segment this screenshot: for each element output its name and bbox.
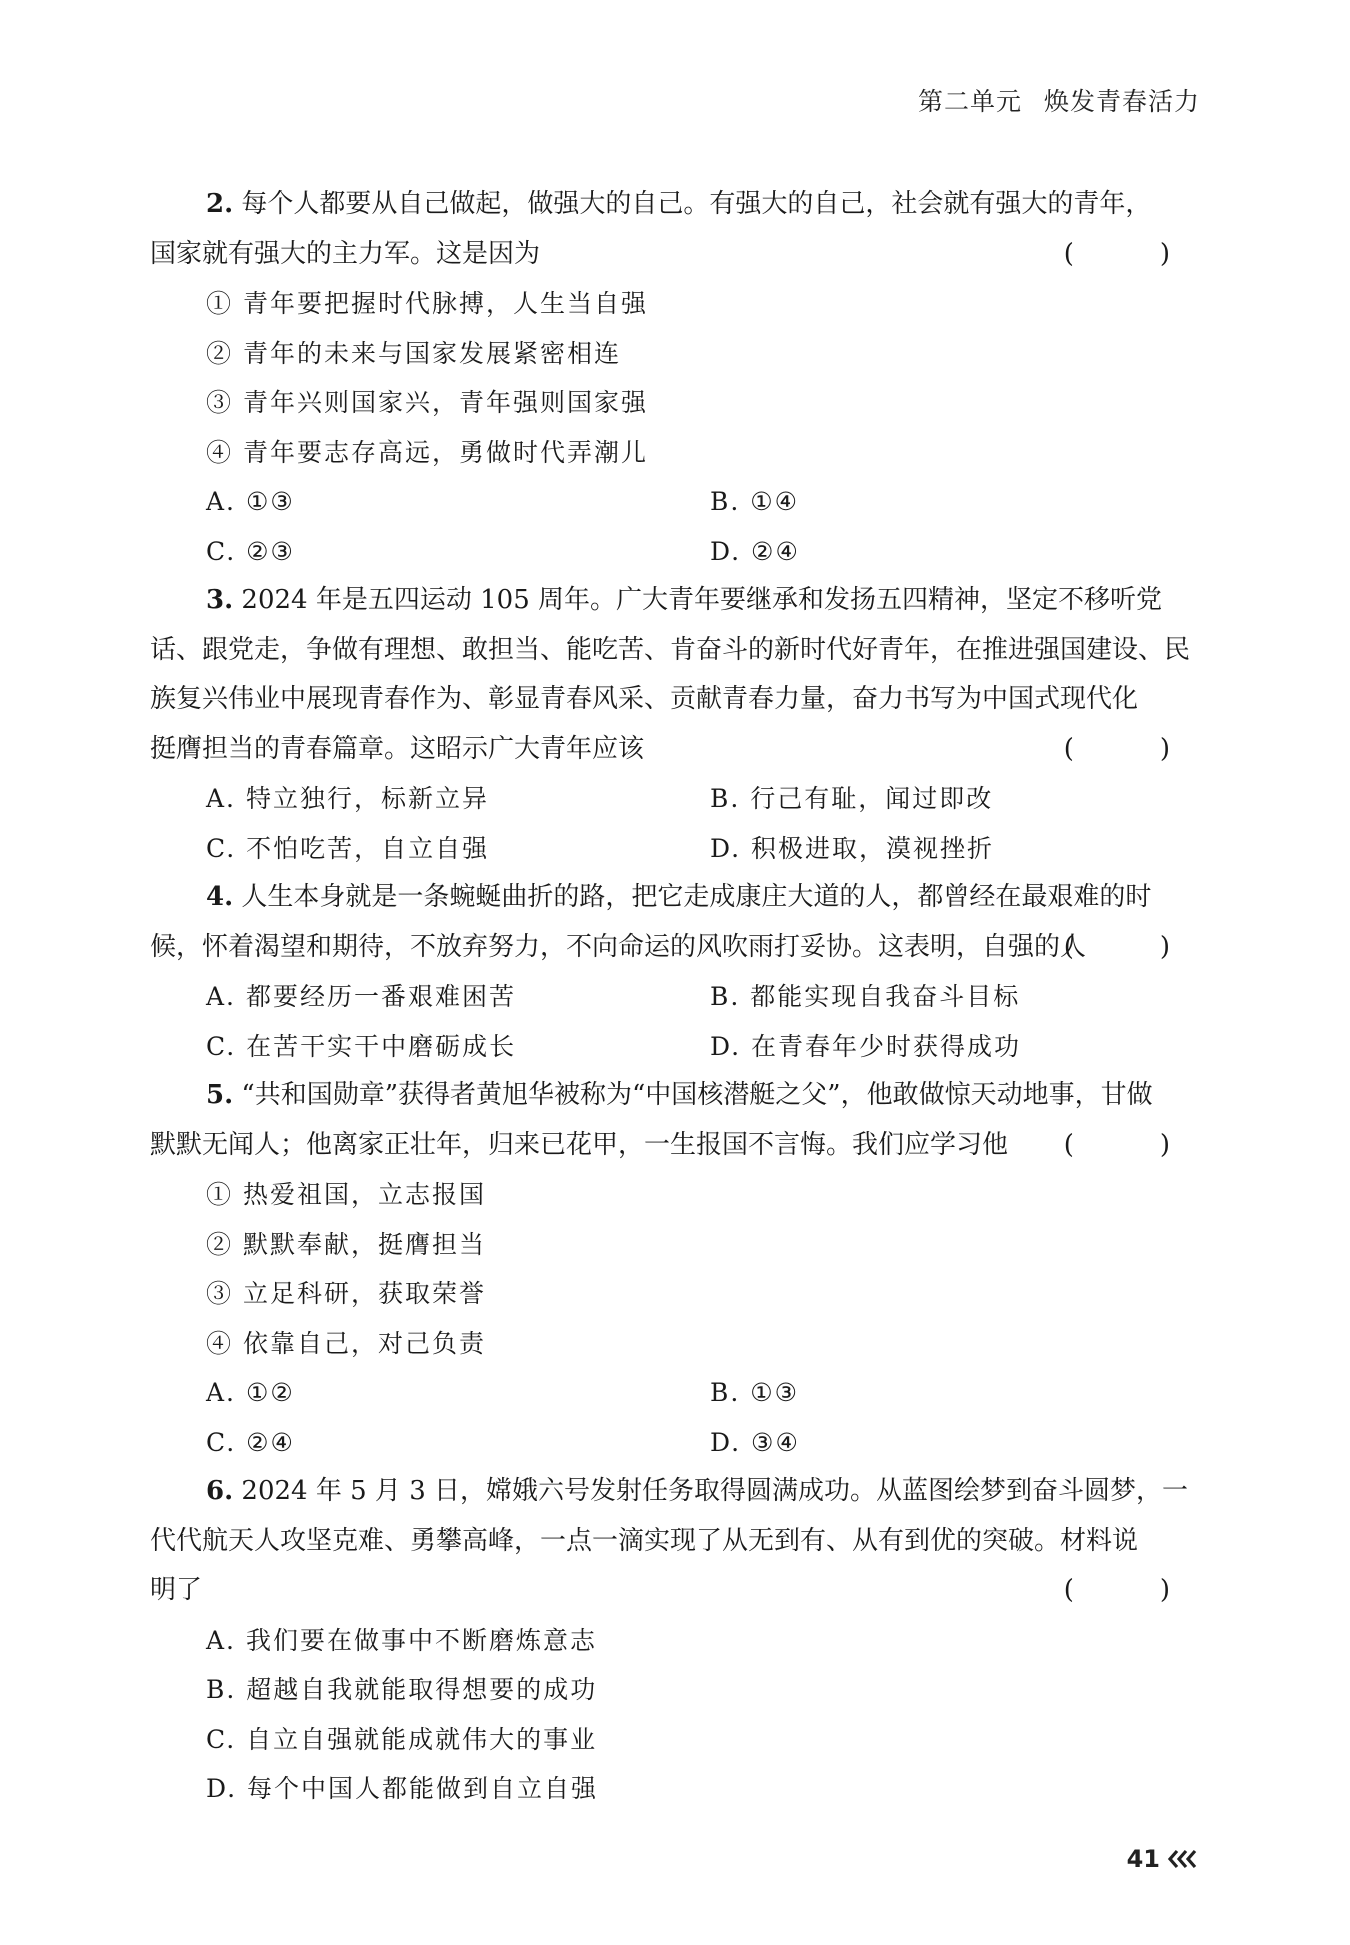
question-text: 默默无闻人；他离家正壮年，归来已花甲，一生报国不言悔。我们应学习他 [150, 1129, 1009, 1160]
question-text: 每个人都要从自己做起，做强大的自己。有强大的自己，社会就有强大的青年， [241, 189, 1152, 219]
option-row [150, 527, 1200, 577]
question-stem-line [150, 626, 1200, 676]
answer-option: C. 在苦干实干中磨砺成长 [206, 1031, 517, 1061]
answer-bracket: ( ) [1063, 238, 1200, 269]
question-stem-line [150, 873, 1200, 923]
statement-item: B. 超越自我就能取得想要的成功 [206, 1675, 598, 1704]
question-5 [150, 1071, 1200, 1467]
question-6 [150, 1467, 1200, 1814]
question-stem-line [150, 675, 1200, 725]
answer-option: A. ①③ [206, 487, 295, 516]
statement-item: D. 每个中国人都能做到自立自强 [206, 1774, 599, 1803]
answer-option: B. ①③ [710, 1378, 800, 1407]
statement-item: ② 青年的未来与国家发展紧密相连 [206, 338, 621, 368]
question-stem-line [150, 725, 1200, 775]
question-text: 2024 年是五四运动 105 周年。广大青年要继承和发扬五四精神，坚定不移听党 [241, 585, 1163, 615]
page-number: 41 [1126, 1845, 1160, 1873]
answer-option: D. 在青春年少时获得成功 [710, 1031, 1022, 1061]
answer-option: D. 积极进取，漠视挫折 [710, 833, 995, 863]
question-3 [150, 576, 1200, 873]
answer-option: C. ②③ [206, 536, 295, 566]
statement-item: ③ 青年兴则国家兴，青年强则国家强 [206, 388, 648, 417]
answer-option: A. 都要经历一番艰难困苦 [206, 982, 516, 1011]
option-row [150, 774, 1200, 824]
question-stem-line [150, 180, 1200, 230]
option-row [150, 477, 1200, 527]
question-number: 4. [206, 882, 234, 912]
question-list [150, 180, 1200, 1814]
question-stem-line [150, 230, 1200, 280]
question-stem-line [150, 1566, 1200, 1616]
question-text: 2024 年 5 月 3 日，嫦娥六号发射任务取得圆满成功。从蓝图绘梦到奋斗圆梦，一 [241, 1476, 1188, 1506]
statement-item: A. 我们要在做事中不断磨炼意志 [206, 1625, 597, 1655]
option-row [150, 824, 1200, 874]
question-text: 人生本身就是一条蜿蜒曲折的路，把它走成康庄大道的人，都曾经在最艰难的时 [241, 882, 1152, 912]
statement-item: C. 自立自强就能成就伟大的事业 [206, 1724, 598, 1754]
question-text: 族复兴伟业中展现青春作为、彰显青春风采、贡献青春力量，奋力书写为中国式现代化 [150, 684, 1139, 714]
question-text: 明了 [150, 1575, 203, 1605]
answer-bracket: ( ) [1063, 733, 1200, 764]
option-row [150, 1418, 1200, 1468]
question-text: 话、跟党走，争做有理想、敢担当、能吃苦、肯奋斗的新时代好青年，在推进强国建设、民 [150, 634, 1191, 665]
option-row [150, 1368, 1200, 1418]
answer-option: C. 不怕吃苦，自立自强 [206, 833, 490, 863]
page-footer [1127, 1845, 1200, 1873]
question-2 [150, 180, 1200, 576]
statement-item: ② 默默奉献，挺膺担当 [206, 1229, 486, 1259]
statement-item: ① 青年要把握时代脉搏，人生当自强 [206, 289, 648, 318]
question-number: 5. [206, 1080, 234, 1110]
question-text: 代代航天人攻坚克难、勇攀高峰，一点一滴实现了从无到有、从有到优的突破。材料说 [150, 1525, 1139, 1556]
question-stem-line [150, 1467, 1200, 1517]
question-text: 候，怀着渴望和期待，不放弃努力，不向命运的风吹雨打妥协。这表明，自强的人 [150, 931, 1087, 962]
question-stem-line [150, 1071, 1200, 1121]
answer-bracket: ( ) [1063, 1129, 1200, 1160]
answer-option: B. 行己有耻，闻过即改 [710, 784, 994, 813]
statement-item: ③ 立足科研，获取荣誉 [206, 1279, 486, 1308]
option-row [150, 972, 1200, 1022]
question-stem-line [150, 923, 1200, 973]
answer-option: A. 特立独行，标新立异 [206, 784, 489, 813]
unit-title: 焕发青春活力 [1043, 87, 1200, 116]
answer-bracket: ( ) [1063, 1575, 1200, 1605]
answer-option: B. 都能实现自我奋斗目标 [710, 982, 1021, 1011]
question-text: “共和国勋章”获得者黄旭华被称为“中国核潜艇之父”，他敢做惊天动地事，甘做 [241, 1080, 1153, 1110]
answer-option: D. ②④ [710, 536, 800, 566]
question-text: 国家就有强大的主力军。这是因为 [150, 238, 541, 269]
statement-item: ④ 依靠自己，对己负责 [206, 1328, 486, 1358]
statement-item: ④ 青年要志存高远，勇做时代弄潮儿 [206, 437, 648, 467]
answer-bracket: ( ) [1063, 931, 1200, 962]
running-header [918, 82, 1200, 118]
answer-option: D. ③④ [710, 1427, 800, 1457]
triple-chevron-left-icon [1166, 1848, 1200, 1870]
question-4 [150, 873, 1200, 1071]
unit-label: 第二单元 [917, 87, 1022, 116]
question-stem-line [150, 576, 1200, 626]
question-text: 挺膺担当的青春篇章。这昭示广大青年应该 [150, 733, 645, 764]
statement-item: ① 热爱祖国，立志报国 [206, 1180, 486, 1209]
option-row [150, 1022, 1200, 1072]
answer-option: A. ①② [206, 1378, 295, 1407]
answer-option: B. ①④ [710, 487, 800, 516]
question-number: 6. [206, 1476, 234, 1506]
question-number: 3. [206, 585, 234, 615]
answer-option: C. ②④ [206, 1427, 295, 1457]
question-number: 2. [206, 189, 234, 219]
question-stem-line [150, 1517, 1200, 1567]
question-stem-line [150, 1121, 1200, 1171]
